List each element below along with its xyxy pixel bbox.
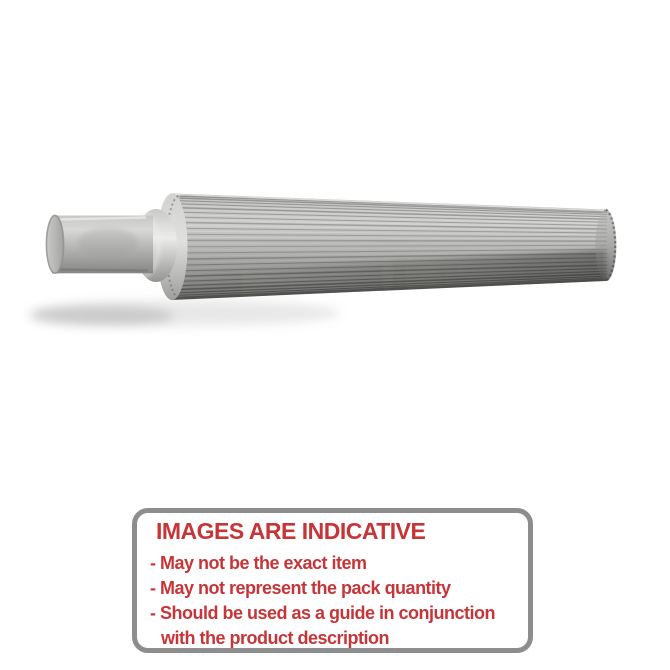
notice-line-guide: - Should be used as a guide in conjunction — [150, 603, 496, 623]
ground-shadow-dark — [30, 306, 174, 326]
pulley-bar — [157, 193, 617, 300]
shaft-surface-blotch — [78, 228, 138, 258]
notice-title: IMAGES ARE INDICATIVE — [156, 518, 426, 544]
notice-line-exact-item: - May not be the exact item — [150, 553, 367, 573]
notice-line-pack-quantity: - May not represent the pack quantity — [150, 578, 451, 598]
notice-line-guide-continued: with the product description — [161, 628, 389, 648]
pilot-shaft — [46, 209, 177, 282]
indicative-notice-box — [132, 508, 533, 653]
bar-end-cap — [596, 210, 617, 282]
